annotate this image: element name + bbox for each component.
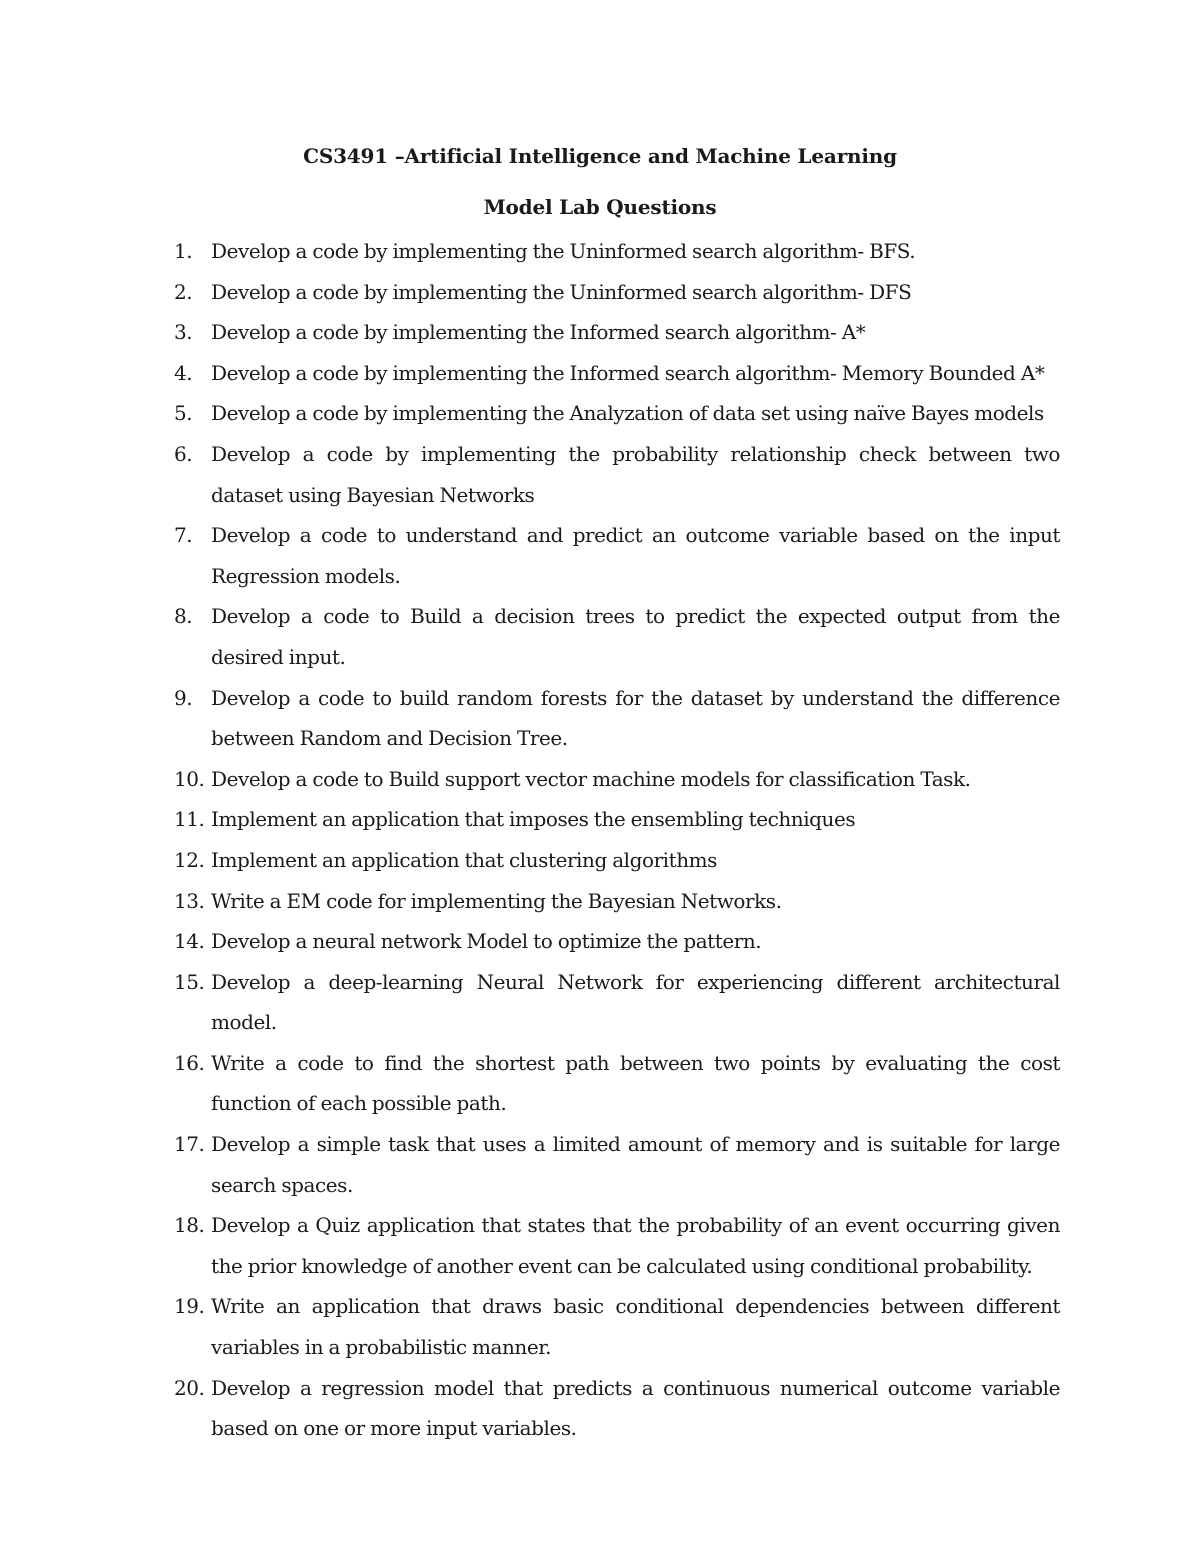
question-number: 19. xyxy=(174,1294,205,1319)
question-number: 13. xyxy=(174,888,205,913)
question-number: 14. xyxy=(174,929,205,954)
question-number: 20. xyxy=(174,1375,205,1400)
question-text: Develop a neural network Model to optimize the pattern. xyxy=(211,929,762,954)
question-number: 8. xyxy=(174,604,193,629)
question-item xyxy=(140,840,1060,881)
question-item xyxy=(140,353,1060,394)
question-list xyxy=(140,231,1060,1449)
question-item xyxy=(140,881,1060,922)
question-number: 7. xyxy=(174,523,193,548)
question-item xyxy=(140,272,1060,313)
question-text: Develop a code to Build a decision trees to predict the expected output from the desired input. xyxy=(211,604,1060,669)
question-item xyxy=(140,596,1060,677)
question-number: 3. xyxy=(174,320,193,345)
question-item xyxy=(140,1368,1060,1449)
question-number: 18. xyxy=(174,1213,205,1238)
question-text: Develop a code by implementing the Uninformed search algorithm- BFS. xyxy=(211,239,916,263)
question-number: 10. xyxy=(174,766,205,791)
document-title: CS3491 –Artificial Intelligence and Machine Learning xyxy=(303,144,897,168)
question-number: 9. xyxy=(174,685,193,710)
question-item xyxy=(140,962,1060,1043)
question-number: 1. xyxy=(174,239,193,263)
question-text: Develop a code to Build support vector machine models for classification Task. xyxy=(211,766,971,791)
question-text: Write an application that draws basic conditional dependencies between different variables in a probabilistic manner. xyxy=(211,1294,1060,1360)
question-text: Develop a simple task that uses a limited amount of memory and is suitable for large search spaces. xyxy=(211,1132,1060,1197)
question-item xyxy=(140,515,1060,596)
question-number: 17. xyxy=(174,1132,205,1157)
question-text: Develop a code by implementing the Informed search algorithm- A* xyxy=(211,320,866,345)
question-text: Develop a code by implementing the probability relationship check between two dataset using Bayesian Networks xyxy=(211,441,1060,507)
question-number: 12. xyxy=(174,847,205,872)
question-number: 4. xyxy=(174,360,193,385)
question-item xyxy=(140,231,1060,272)
question-text: Develop a code to understand and predict an outcome variable based on the input Regression models. xyxy=(211,523,1060,588)
question-number: 6. xyxy=(174,441,193,466)
question-number: 16. xyxy=(174,1050,205,1075)
question-item xyxy=(140,1286,1060,1367)
question-text: Develop a deep-learning Neural Network for experiencing different architectural model. xyxy=(211,969,1060,1035)
question-item xyxy=(140,434,1060,515)
question-text: Develop a code to build random forests for the dataset by understand the difference between Random and Decision Tree. xyxy=(211,685,1060,751)
question-item xyxy=(140,799,1060,840)
question-item xyxy=(140,759,1060,800)
question-number: 15. xyxy=(174,969,205,994)
question-item xyxy=(140,921,1060,962)
question-text: Develop a code by implementing the Uninformed search algorithm- DFS xyxy=(211,279,912,304)
question-text: Develop a regression model that predicts a continuous numerical outcome variable based on one or more input variables. xyxy=(211,1375,1060,1441)
question-item xyxy=(140,1043,1060,1124)
question-number: 2. xyxy=(174,279,193,304)
question-text: Develop a code by implementing the Analyzation of data set using naïve Bayes models xyxy=(211,401,1044,426)
question-number: 11. xyxy=(174,807,205,832)
question-text: Write a EM code for implementing the Bayesian Networks. xyxy=(211,888,782,913)
document-subtitle: Model Lab Questions xyxy=(483,195,717,219)
question-item xyxy=(140,1205,1060,1286)
question-item xyxy=(140,1124,1060,1205)
question-item xyxy=(140,678,1060,759)
question-text: Develop a code by implementing the Informed search algorithm- Memory Bounded A* xyxy=(211,360,1045,385)
question-text: Develop a Quiz application that states that the probability of an event occurring given the prior knowledge of another event can be calculated using conditional probability. xyxy=(211,1213,1060,1278)
question-item xyxy=(140,393,1060,434)
question-text: Write a code to find the shortest path between two points by evaluating the cost function of each possible path. xyxy=(211,1050,1060,1116)
question-text: Implement an application that imposes the ensembling techniques xyxy=(211,807,856,832)
question-number: 5. xyxy=(174,401,193,426)
question-text: Implement an application that clustering algorithms xyxy=(211,847,717,872)
question-item xyxy=(140,312,1060,353)
